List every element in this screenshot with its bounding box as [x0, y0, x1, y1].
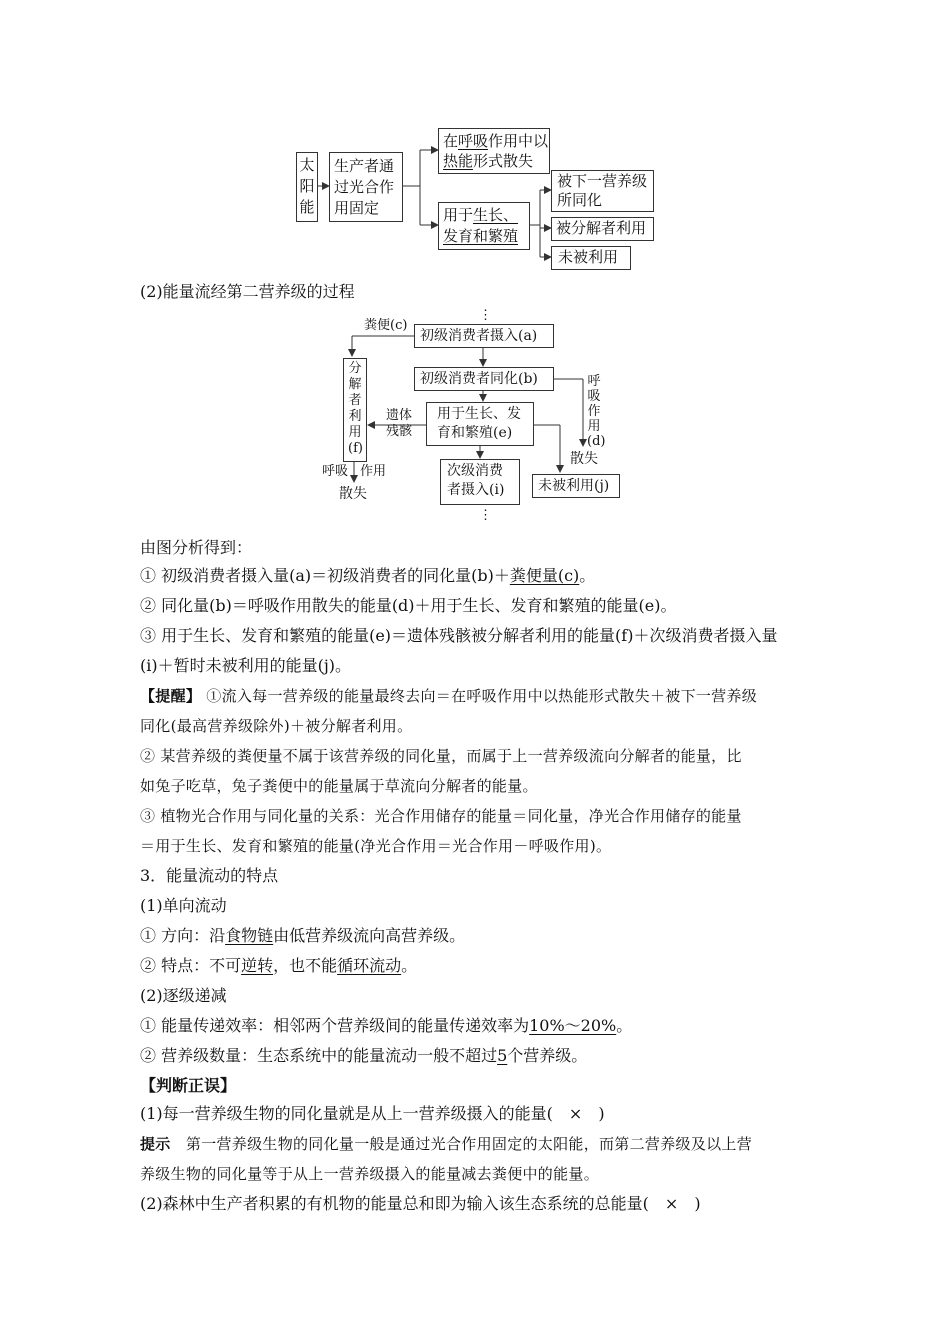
reminder-r2a: ② 某营养级的粪便量不属于该营养级的同化量，而属于上一营养级流向分解者的能量，比 — [140, 747, 742, 765]
secondary-label: 次级消费者摄入(i) — [447, 463, 505, 498]
reminder-line-2b — [140, 775, 820, 797]
section3-sub2 — [140, 985, 820, 1007]
section3-s1-text: (1)单向流动 — [140, 896, 227, 915]
reminder-line-1b — [140, 715, 820, 737]
reminder-line-3a — [140, 805, 820, 827]
respiration-d-label: 呼吸作用(d) — [587, 374, 606, 449]
section3-s2-text: (2)逐级递减 — [140, 986, 227, 1005]
analysis-p1-post: 。 — [579, 566, 596, 585]
assimilate-label: 初级消费者同化(b) — [420, 371, 538, 387]
heat-underlined: 热能 — [443, 152, 474, 170]
next-level-label: 被下一营养级所同化 — [557, 172, 648, 209]
intake-label: 初级消费者摄入(a) — [420, 328, 538, 344]
feat-pre: ② 特点：不可 — [140, 956, 242, 975]
judge-q1 — [140, 1103, 820, 1125]
heat-text-post: 形式散失 — [473, 152, 534, 170]
respiration-underlined: 呼吸 — [458, 132, 489, 150]
scatter-left: 散失 — [339, 486, 367, 502]
analysis-p1-underlined: 粪便量(c) — [509, 566, 580, 585]
ellipsis-bottom: ⋮ — [479, 508, 492, 523]
section3-title-text: 3．能量流动的特点 — [140, 866, 279, 885]
eff-underlined: 10%～20% — [529, 1016, 617, 1035]
secondary-box — [440, 459, 520, 505]
unused-label-2: 未被利用(j) — [538, 478, 610, 494]
feat-mid: ，也不能 — [273, 956, 338, 975]
unused-box-2 — [532, 474, 620, 498]
assimilate-box — [414, 367, 554, 391]
reminder-line-1a — [140, 685, 820, 707]
hint-a-text: 第一营养级生物的同化量一般是通过光合作用固定的太阳能，而第二营养级及以上营 — [170, 1135, 753, 1153]
reminder-r1b: 同化(最高营养级除外)＋被分解者利用。 — [140, 717, 413, 735]
analysis-p1-pre: ① 初级消费者摄入量(a)＝初级消费者的同化量(b)＋ — [140, 566, 510, 585]
eff-pre: ① 能量传递效率：相邻两个营养级间的能量传递效率为 — [140, 1016, 530, 1035]
decomposer-label-2: 分解者利用(f) — [348, 361, 363, 456]
growth-label-2: 用于生长、发育和繁殖(e) — [437, 406, 521, 441]
section3-feature — [140, 955, 820, 977]
growth-text-pre: 用于 — [443, 206, 474, 224]
hint-label: 提示 — [140, 1135, 171, 1153]
analysis-p2-text: ② 同化量(b)＝呼吸作用散失的能量(d)＋用于生长、发育和繁殖的能量(e)。 — [140, 596, 677, 615]
resp-left-1: 呼吸 — [322, 464, 349, 479]
eff-post: 。 — [616, 1016, 633, 1035]
analysis-intro — [140, 537, 820, 559]
section3-sub1 — [140, 895, 820, 917]
analysis-p3b-text: (i)＋暂时未被利用的能量(j)。 — [140, 656, 352, 675]
dir-post: 由低营养级流向高营养级。 — [273, 926, 466, 945]
remains-label: 遗体残骸 — [386, 408, 413, 439]
section3-title — [140, 865, 820, 887]
reminder-r1a: ①流入每一营养级的能量最终去向＝在呼吸作用中以热能形式散失＋被下一营养级 — [201, 687, 758, 705]
judge-q2 — [140, 1193, 820, 1215]
section3-number — [140, 1045, 820, 1067]
growth-box-2 — [426, 402, 534, 446]
decomposer-label-1: 被分解者利用 — [556, 219, 647, 237]
resp-left-2: 作用 — [360, 464, 387, 479]
decomposer-box-2 — [343, 358, 367, 462]
analysis-point-1 — [140, 565, 820, 587]
feces-label: 粪便(c) — [364, 318, 408, 333]
reminder-line-3b — [140, 835, 820, 857]
dir-pre: ① 方向：沿 — [140, 926, 226, 945]
intake-box — [414, 324, 554, 348]
reminder-line-2a — [140, 745, 820, 767]
analysis-point-3a — [140, 625, 820, 647]
judge-q1-text: (1)每一营养级生物的同化量就是从上一营养级摄入的能量( × ) — [140, 1104, 605, 1123]
judge-q2-text: (2)森林中生产者积累的有机物的能量总和即为输入该生态系统的总能量( × ) — [140, 1194, 701, 1213]
num-underlined: 5 — [497, 1046, 508, 1065]
dir-underlined: 食物链 — [225, 926, 274, 945]
analysis-point-3b — [140, 655, 820, 677]
feat-post: 。 — [401, 956, 418, 975]
ellipsis-top: ⋮ — [479, 308, 492, 323]
judge-label-text: 【判断正误】 — [140, 1076, 237, 1095]
unused-label-1: 未被利用 — [558, 248, 619, 266]
analysis-point-2 — [140, 595, 820, 617]
judge-hint-a — [140, 1133, 820, 1155]
growth-underlined: 生长、发育和繁殖 — [443, 206, 519, 245]
analysis-intro-text: 由图分析得到： — [140, 538, 253, 557]
producer-label: 生产者通过光合作用固定 — [334, 157, 395, 217]
reminder-r2b: 如兔子吃草，兔子粪便中的能量属于草流向分解者的能量。 — [140, 777, 538, 795]
reminder-label: 【提醒】 — [140, 687, 202, 705]
reminder-r3a: ③ 植物光合作用与同化量的关系：光合作用储存的能量＝同化量，净光合作用储存的能量 — [140, 807, 742, 825]
section2-title-text: (2)能量流经第二营养级的过程 — [140, 282, 355, 301]
feat-underlined-1: 逆转 — [241, 956, 274, 975]
sun-label: 太阳能 — [299, 156, 315, 216]
feat-underlined-2: 循环流动 — [337, 956, 402, 975]
section3-efficiency — [140, 1015, 820, 1037]
analysis-p3a-text: ③ 用于生长、发育和繁殖的能量(e)＝遗体残骸被分解者利用的能量(f)＋次级消费者摄入量 — [140, 626, 778, 645]
hint-b-text: 养级生物的同化量等于从上一营养级摄入的能量减去粪便中的能量。 — [140, 1165, 600, 1183]
respiration-text-post: 作用中以 — [488, 132, 549, 150]
judge-hint-b — [140, 1163, 820, 1185]
respiration-text-pre: 在 — [443, 132, 459, 150]
num-post: 个营养级。 — [507, 1046, 588, 1065]
num-pre: ② 营养级数量：生态系统中的能量流动一般不超过 — [140, 1046, 498, 1065]
judge-label — [140, 1075, 820, 1097]
scatter-right: 散失 — [570, 451, 598, 467]
reminder-r3b: ＝用于生长、发育和繁殖的能量(净光合作用＝光合作用－呼吸作用)。 — [140, 837, 612, 855]
section3-direction — [140, 925, 820, 947]
